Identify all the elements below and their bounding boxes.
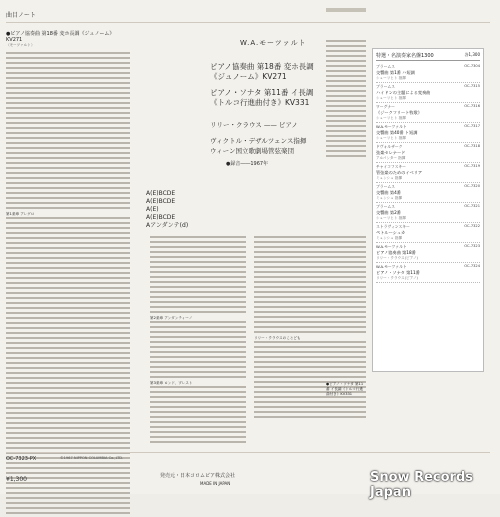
concerto-sub: 〈モーツァルト〉 [6, 43, 35, 47]
catalog-number: OC-7323-PX [6, 456, 37, 462]
catalog-item: OC-7320 ブラームス 交響曲 第4番 ミュンシュ 指揮 [376, 183, 480, 203]
copyright: ©1967 NIPPON COLUMBIA Co.,LTD. [60, 456, 124, 460]
price: ¥1,300 [6, 476, 27, 483]
middle-left-column [150, 236, 246, 446]
soloist: リリー・クラウス —— ピアノ [210, 121, 298, 129]
catalog-item: OC-7321 ブラームス 交響曲 第2番 シューリヒト 指揮 [376, 203, 480, 223]
watermark: Snow Records Japan [370, 470, 474, 500]
performers [210, 120, 306, 156]
work-2-title: ピアノ・ソナタ 第11番 イ長調 《トルコ行進曲付き》KV331 [210, 88, 314, 107]
catalog-item: OC-7322 ストラヴィンスキー ペトルーシュカ ミュンシュ 指揮 [376, 223, 480, 243]
footer-rule [6, 452, 490, 453]
catalog-item: OC-7324 W.A.モーツァルト ピアノ・ソナタ 第11番 リリー・クラウス(ピアノ) [376, 263, 480, 283]
catalog-box [372, 48, 484, 372]
catalog-item: OC-7304 ブラームス 交響曲 第1番 ハ短調 シューリヒト 指揮 [376, 63, 480, 83]
movement-2: 第2楽章 アンダンティーノ [150, 316, 193, 320]
catalog-title: 特選・名演奏家名盤1300 各1,300 [376, 52, 480, 59]
section-header: 曲目ノート [6, 12, 36, 19]
left-text-1 [6, 52, 130, 209]
catalog-item: OC-7319 チャイコフスキー 管弦楽のためのイベリア ミュンシュ 指揮 [376, 163, 480, 183]
catalog-item: OC-7318 ドヴォルザーク 弦楽セレナード アルパンター 指揮 [376, 143, 480, 163]
movement-3: 第3楽章 ロンド、プレスト [150, 381, 193, 386]
made-in: MADE IN JAPAN [200, 481, 231, 486]
catalog-item: OC-7315 ブラームス ハイドンの主題による変奏曲 シューリヒト 指揮 [376, 83, 480, 103]
catalog-item: OC-7316 ワーグナー 《ジークフリート牧歌》 シューリヒト 指揮 [376, 103, 480, 123]
left-column [6, 30, 130, 517]
movement-list: A(E)BCDE A(E)BCDE A(E) A(E)BCDE Aアンダンテ(d) [146, 190, 189, 229]
sonata-heading: ●ピアノ・ソナタ 第11番 イ長調《トルコ行進曲付き》KV331 [326, 382, 364, 397]
concerto-heading: ●ピアノ協奏曲 第18番 変ホ長調《ジュノーム》KV271 [6, 31, 115, 43]
catalog-item: OC-7323 W.A.モーツァルト ピアノ協奏曲 第18番 リリー・クラウス(ピアノ) [376, 243, 480, 263]
header-rule [6, 22, 490, 23]
catalog-list [373, 63, 483, 283]
label-name: 発売元・日本コロムビア株式会社 [160, 473, 236, 479]
catalog-item: OC-7317 W.A.モーツァルト 交響曲 第40番 ト短調 シューリヒト 指揮 [376, 123, 480, 143]
top-bar [326, 8, 366, 12]
recording-date: ●録音――1967年 [226, 161, 269, 167]
conductor: ヴィクトル・デザルツェンス指揮 [210, 137, 307, 145]
right-upper-text [326, 40, 366, 160]
left-text-2 [6, 217, 130, 514]
movement-1: 第1楽章 アレグロ [6, 212, 35, 217]
credit-heading: リリー・クラウスのことども [254, 336, 301, 340]
composer-name: W.A.モーツァルト [240, 39, 307, 47]
work-1-title: ピアノ協奏曲 第18番 変ホ長調 《ジュノーム》KV271 [210, 62, 314, 81]
orchestra: ウィーン国立歌劇場管弦楽団 [210, 147, 294, 155]
